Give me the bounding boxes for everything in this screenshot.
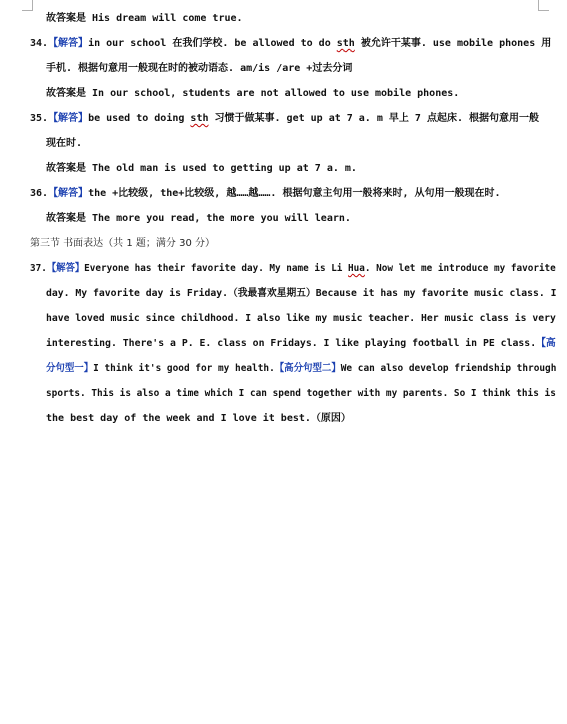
- solution-tag: 【解答】: [46, 263, 85, 274]
- question-number: 34.: [30, 38, 49, 49]
- sentence-pattern-tag: 分句型一】: [46, 363, 94, 374]
- spellcheck-word: sth: [336, 38, 355, 49]
- page-corner-mark-right: [538, 0, 549, 11]
- essay-text: I think it's good for my health.: [93, 363, 275, 374]
- question-37-line-7: [46, 412, 351, 426]
- answer-text: 故答案是 In our school, students are not allowed to use mobile phones.: [46, 88, 460, 99]
- solution-tag: 【解答】: [48, 113, 89, 124]
- question-number: 37.: [30, 263, 47, 274]
- essay-text: sports. This is also a time which I can spend together with my parents. So I think this is: [46, 388, 556, 399]
- explanation-text: 习惯于做某事. get up at 7 a. m 早上 7 点起床. 根据句意用一般: [208, 113, 539, 124]
- explanation-text: 现在时.: [46, 138, 83, 149]
- essay-text: day. My favorite day is Friday.（我最喜欢星期五）Because it has my favorite music class. I: [46, 288, 557, 299]
- solution-tag: 【解答】: [48, 188, 89, 199]
- question-37-line-2: [46, 287, 556, 301]
- question-37-line-6: [46, 387, 556, 401]
- question-34-line-2: [46, 62, 352, 76]
- explanation-text: the +比较级, the+比较级, 越……越……. 根据句意主句用一般将来时, 从句用一般现在时.: [88, 188, 501, 199]
- question-36-line-1: [30, 187, 501, 201]
- question-37-line-3: [46, 312, 556, 326]
- essay-text: the best day of the week and I love it best.（原因）: [46, 413, 351, 424]
- section-heading: 第三节 书面表达（共 1 题；满分 30 分）: [30, 238, 215, 249]
- sentence-pattern-tag: 【高分句型二】: [274, 363, 341, 374]
- essay-text: . Now let me introduce my favorite: [364, 263, 556, 274]
- essay-text: have loved music since childhood. I also like my music teacher. Her music class is very: [46, 313, 556, 324]
- question-36-answer: [46, 212, 351, 226]
- question-34-line-1: [30, 37, 551, 51]
- essay-text: interesting. There's a P. E. class on Fridays. I like playing football in PE class.: [46, 338, 537, 349]
- sentence-pattern-tag: 【高: [536, 338, 556, 349]
- explanation-text: be used to doing: [88, 113, 191, 124]
- spellcheck-word: sth: [190, 113, 209, 124]
- question-35-line-2: [46, 137, 82, 151]
- essay-text: We can also develop friendship through: [340, 363, 557, 374]
- question-37-line-1: [30, 262, 556, 276]
- page-corner-mark-left: [22, 0, 33, 11]
- question-number: 35.: [30, 113, 49, 124]
- question-37-line-5: [46, 362, 556, 376]
- explanation-text: in our school 在我们学校. be allowed to do: [88, 38, 337, 49]
- question-35-line-1: [30, 112, 539, 126]
- question-number: 36.: [30, 188, 49, 199]
- spellcheck-word: Hua: [348, 263, 365, 274]
- explanation-text: 被允许干某事. use mobile phones 用: [354, 38, 552, 49]
- answer-text: 故答案是 His dream will come true.: [46, 13, 243, 24]
- essay-text: Everyone has their favorite day. My name is Li: [84, 263, 349, 274]
- explanation-text: 手机. 根据句意用一般现在时的被动语态. am/is /are +过去分词: [46, 63, 353, 74]
- answer-text: 故答案是 The old man is used to getting up at 7 a. m.: [46, 163, 357, 174]
- question-35-answer: [46, 162, 357, 176]
- solution-tag: 【解答】: [48, 38, 89, 49]
- answer-text: 故答案是 The more you read, the more you will learn.: [46, 213, 351, 224]
- question-37-line-4: [46, 337, 556, 351]
- answer-line-33: [46, 12, 243, 26]
- question-34-answer: [46, 87, 459, 101]
